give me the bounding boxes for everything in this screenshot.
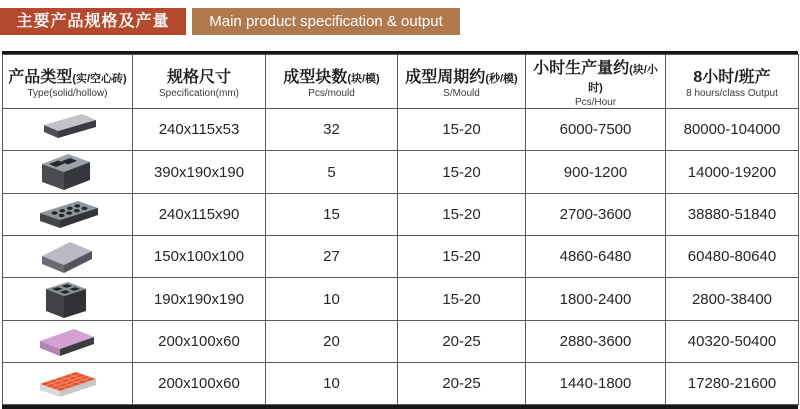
col-header-pcs-mould-en: Pcs/mould (308, 88, 355, 99)
pcs-mould-cell: 5 (266, 151, 398, 194)
cycle-cell: 20-25 (398, 321, 526, 363)
cycle-cell: 15-20 (398, 151, 526, 194)
spec-cell: 190x190x190 (133, 278, 266, 321)
output-8h-cell: 40320-50400 (666, 321, 799, 363)
pcs-hour-cell: 2700-3600 (526, 194, 666, 236)
pcs-mould-cell: 32 (266, 109, 398, 151)
pcs-hour-cell: 1800-2400 (526, 278, 666, 321)
pcs-mould-cell: 15 (266, 194, 398, 236)
col-header-type: 产品类型(实/空心砖) Type(solid/hollow) (3, 55, 133, 109)
col-header-type-zh: 产品类型 (8, 69, 73, 86)
pink-paver-brick-icon (28, 324, 108, 360)
pcs-hour-cell: 1440-1800 (526, 363, 666, 405)
col-header-pcs-hour: 小时生产量约(块/小时) Pcs/Hour (526, 55, 666, 109)
table-row (3, 363, 799, 405)
col-header-pcs-mould: 成型块数(块/模) Pcs/mould (266, 55, 398, 109)
spec-cell: 200x100x60 (133, 321, 266, 363)
cycle-cell: 15-20 (398, 109, 526, 151)
product-image-cell (3, 151, 133, 194)
spec-cell: 390x190x190 (133, 151, 266, 194)
output-8h-cell: 17280-21600 (666, 363, 799, 405)
cycle-cell: 15-20 (398, 194, 526, 236)
table-row (3, 194, 799, 236)
red-grid-paver-brick-icon (28, 367, 108, 401)
col-header-8h-output-zh: 8小时/班产 (693, 69, 771, 86)
col-header-cycle-zh: 成型周期约 (405, 69, 486, 86)
pcs-hour-cell: 4860-6480 (526, 236, 666, 278)
perforated-brick-8-holes-icon (28, 197, 108, 233)
table-row (3, 278, 799, 321)
spec-cell: 240x115x90 (133, 194, 266, 236)
output-8h-cell: 38880-51840 (666, 194, 799, 236)
spec-cell: 200x100x60 (133, 363, 266, 405)
table-row (3, 151, 799, 194)
pcs-mould-cell: 20 (266, 321, 398, 363)
col-header-spec-zh: 规格尺寸 (166, 69, 231, 86)
col-header-spec-en: Specification(mm) (158, 88, 240, 99)
cycle-cell: 20-25 (398, 363, 526, 405)
product-image-cell (3, 109, 133, 151)
table-row (3, 321, 799, 363)
col-header-8h-output-en: 8 hours/class Output (686, 88, 778, 99)
cycle-cell: 15-20 (398, 278, 526, 321)
output-8h-cell: 2800-38400 (666, 278, 799, 321)
col-header-8h-output (666, 55, 799, 109)
product-image-cell (3, 321, 133, 363)
pcs-mould-cell: 10 (266, 278, 398, 321)
pcs-mould-cell: 10 (266, 363, 398, 405)
col-header-pcs-hour-zh: 小时生产量约 (533, 60, 630, 77)
page-title-chinese: 主要产品规格及产量 (0, 8, 186, 35)
pcs-hour-cell: 6000-7500 (526, 109, 666, 151)
header-row (3, 55, 799, 109)
cycle-cell: 15-20 (398, 236, 526, 278)
col-header-cycle-en: S/Mould (443, 88, 480, 99)
cube-hollow-block-4-holes-icon (28, 278, 108, 320)
product-spec-table (2, 51, 798, 409)
col-header-type-en: Type(solid/hollow) (27, 88, 108, 99)
page-title-english: Main product specification & output (192, 8, 460, 35)
pcs-hour-cell: 2880-3600 (526, 321, 666, 363)
product-image-cell (3, 236, 133, 278)
table-row (3, 109, 799, 151)
pcs-hour-cell: 900-1200 (526, 151, 666, 194)
product-image-cell (3, 363, 133, 405)
table-row (3, 236, 799, 278)
col-header-pcs-hour-en: Pcs/Hour (574, 97, 617, 108)
col-header-spec (133, 55, 266, 109)
output-8h-cell: 14000-19200 (666, 151, 799, 194)
solid-brick-icon (28, 113, 108, 147)
pcs-mould-cell: 27 (266, 236, 398, 278)
product-image-cell (3, 278, 133, 321)
col-header-pcs-mould-zh: 成型块数 (283, 69, 348, 86)
spec-cell: 240x115x53 (133, 109, 266, 151)
solid-block-icon (28, 237, 108, 277)
col-header-cycle: 成型周期约(秒/模) S/Mould (398, 55, 526, 109)
spec-cell: 150x100x100 (133, 236, 266, 278)
output-8h-cell: 80000-104000 (666, 109, 799, 151)
product-image-cell (3, 194, 133, 236)
hollow-block-2-holes-icon (28, 151, 108, 193)
output-8h-cell: 60480-80640 (666, 236, 799, 278)
